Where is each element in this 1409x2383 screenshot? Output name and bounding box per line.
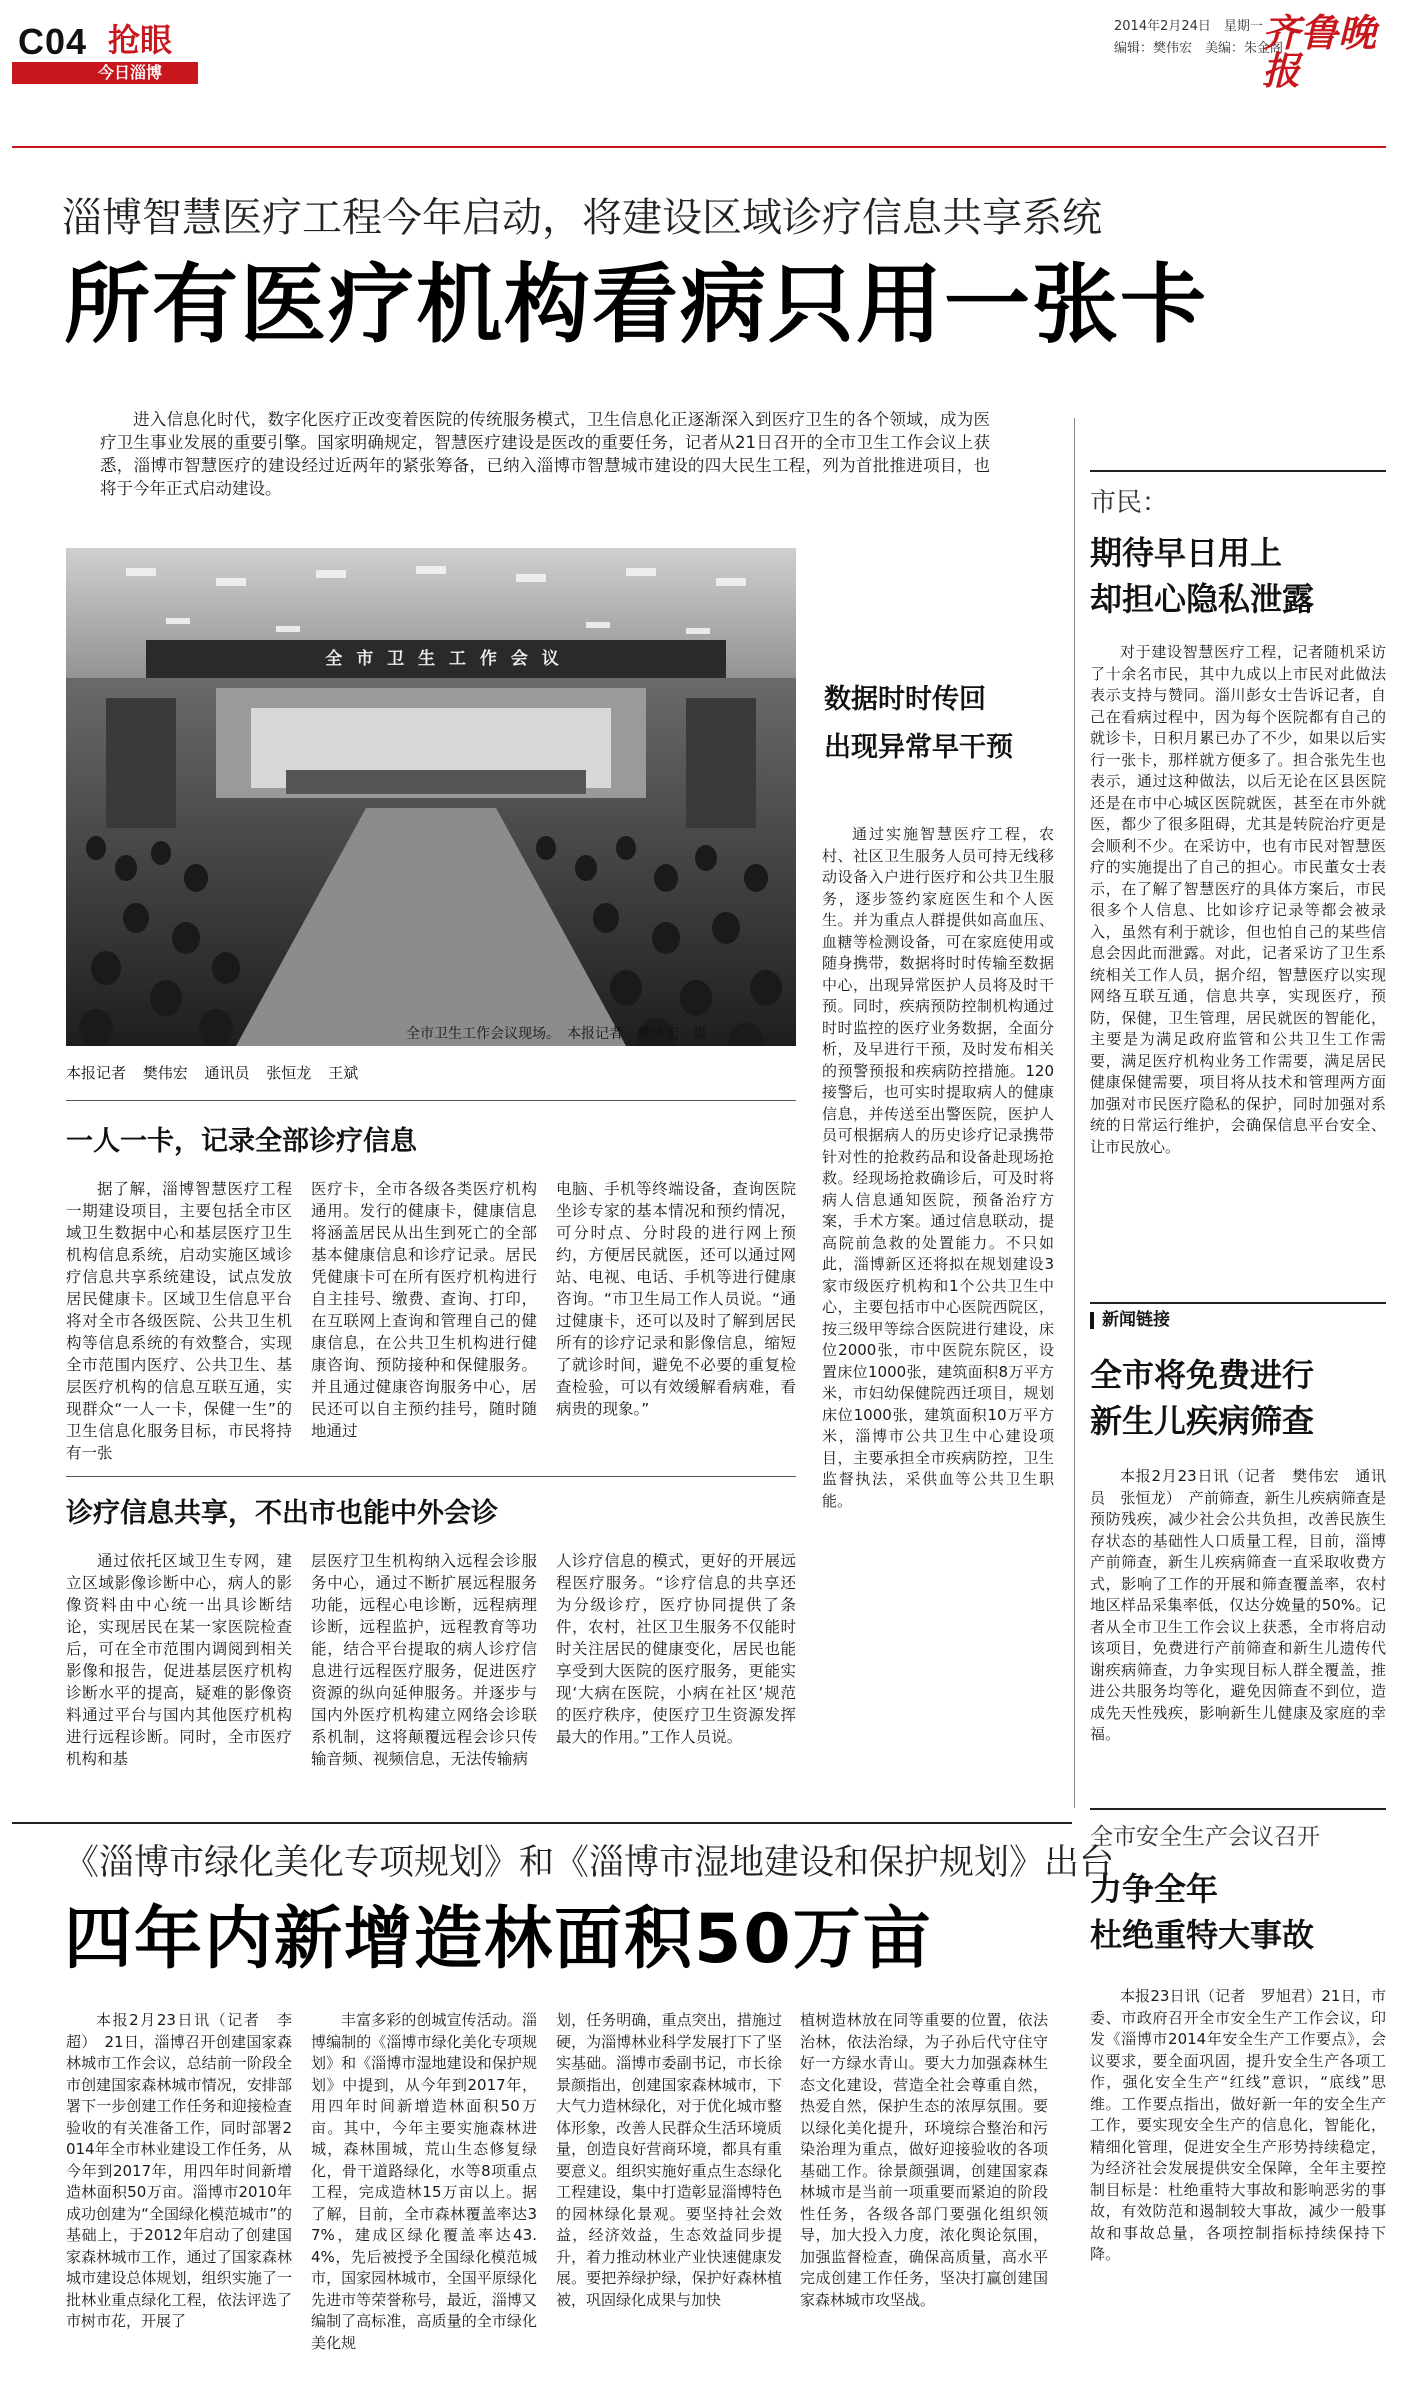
- section-subcategory: 今日淄博: [12, 62, 198, 84]
- section-category: 抢眼: [108, 21, 173, 59]
- sidebar1-title-line1: 期待早日用上: [1090, 534, 1283, 572]
- article2-column3: 划，任务明确，重点突出，措施过硬，为淄博林业科学发展打下了坚实基础。淄博市委副书记，市长徐景颜指出，创建国家森林城市，下大气力造林绿化，对于优化城市整体形象，改善人民群众生活环境质量，创造良好营商环境，都具有重要意义。组织实施好重点生态绿化工程建设，集中打造彰显淄博特色的园林绿化景观。要坚持社会效益，经济效益，生态效益同步提升，着力推动林业产业快速健康发展。要把养绿护绿，保护好森林植被，巩固绿化成果与加快: [556, 2011, 782, 2309]
- conference-photo-image: [66, 548, 796, 1046]
- sidebar1-title-line2: 却担心隐私泄露: [1090, 580, 1315, 618]
- header-rule: [12, 146, 1386, 148]
- sidebar1-rule: [1090, 470, 1386, 472]
- article2-column1: 本报2月23日讯（记者 李超） 21日，淄博召开创建国家森林城市工作会议，总结前一阶段全市创建国家森林城市情况，安排部署下一步创建工作任务和迎接检查验收的有关准备工作，同时部署2014年全市林业建设工作任务，从今年到2017年，用四年时间新增造林面积50万亩。淄博市2010年成功创建为“全国绿化模范城市”的基础上，于2012年启动了创建国家森林城市工作，通过了国家森林城市建设总体规划，组织实施了一批林业重点绿化工程，依法评选了市树市花，开展了: [66, 2011, 292, 2330]
- sidebar2-title-line1: 全市将免费进行: [1090, 1356, 1315, 1394]
- sidebar3-label: 全市安全生产会议召开: [1090, 1824, 1320, 1850]
- article2-subtitle: 《淄博市绿化美化专项规划》和《淄博市湿地建设和保护规划》出台: [64, 1843, 1115, 1883]
- section1-column2: 医疗卡，全市各级各类医疗机构通用。发行的健康卡，健康信息将涵盖居民从出生到死亡的全部基本健康信息和诊疗记录。居民凭健康卡可在所有医疗机构进行自主挂号、缴费、查询、打印，在互联网上查询和管理自己的健康信息，在公共卫生机构进行健康咨询、预防接种和保健服务。并且通过健康咨询服务中心，居民还可以自主预约挂号，随时随地通过: [311, 1180, 537, 1440]
- sidebar2-body: 本报2月23日讯（记者 樊伟宏 通讯员 张恒龙） 产前筛查，新生儿疾病筛查是预防残疾，减少社会公共负担，改善民族生存状态的基础性人口质量工程，目前，淄博产前筛查，新生儿疾病筛查一直采取收费方式，影响了工作的开展和筛查覆盖率，农村地区样品采集率低，仅达分娩量的50%。记者从全市卫生工作会议上获悉，全市将启动该项目，免费进行产前筛查和新生儿遗传代谢疾病筛查，力争实现目标人群全覆盖，推进公共服务均等化，避免因筛查不到位，造成先天性残疾，影响新生儿健康及家庭的幸福。: [1090, 1467, 1386, 1743]
- sidebar3-body: 本报23日讯（记者 罗旭君）21日，市委、市政府召开全市安全生产工作会议，印发《淄博市2014年安全生产工作要点》，会议要求，要全面巩固，提升安全生产各项工作，强化安全生产“红线”意识，“底线”思维。工作要点指出，做好新一年的安全生产工作，要实现安全生产的信息化，智能化，精细化管理，促进安全生产形势持续稳定，为经济社会发展提供安全保障，全年主要控制目标是：杜绝重特大事故和影响恶劣的事故，有效防范和遏制较大事故，减少一般事故和事故总量，各项控制指标持续保持下降。: [1090, 1987, 1386, 2263]
- article1-lead: 进入信息化时代，数字化医疗正改变着医院的传统服务模式，卫生信息化正逐渐深入到医疗卫生的各个领域，成为医疗卫生事业发展的重要引擎。国家明确规定，智慧医疗建设是医改的重要任务，记者从21日召开的全市卫生工作会议上获悉，淄博市智慧医疗的建设经过近两年的紧张筹备，已纳入淄博市智慧城市建设的四大民生工程，列为首批推进项目，也将于今年正式启动建设。: [100, 410, 990, 498]
- subhead-one-card: 一人一卡，记录全部诊疗信息: [66, 1126, 417, 1157]
- subhead-info-sharing: 诊疗信息共享，不出市也能中外会诊: [66, 1498, 498, 1529]
- article1-subtitle: 淄博智慧医疗工程今年启动，将建设区域诊疗信息共享系统: [62, 195, 1102, 241]
- conference-photo: [66, 548, 796, 1046]
- article1-byline: 本报记者 樊伟宏 通讯员 张恒龙 王斌: [66, 1064, 359, 1082]
- photo-caption: 全市卫生工作会议现场。 本报记者 樊伟宏 摄: [406, 1026, 707, 1042]
- article1-title: 所有医疗机构看病只用一张卡: [64, 255, 1208, 355]
- editor-credits: 编辑：樊伟宏 美编：朱金阁: [1114, 41, 1284, 56]
- subhead-data-line2: 出现异常早干预: [824, 732, 1013, 763]
- section2-column1: 通过依托区域卫生专网，建立区域影像诊断中心，病人的影像资料由中心统一出具诊断结论，实现居民在某一家医院检查后，可在全市范围内调阅到相关影像和报告，促进基层医疗机构诊断水平的提高，疑难的影像资料通过平台与国内其他医疗机构进行远程诊断。同时，全市医疗机构和基: [66, 1552, 292, 1768]
- section2-column2: 层医疗卫生机构纳入远程会诊服务中心，通过不断扩展远程服务功能，远程心电诊断，远程病理诊断，远程监护，远程教育等功能，结合平台提取的病人诊疗信息进行远程医疗服务，促进医疗资源的纵向延伸服务。并逐步与国内外医疗机构建立网络会诊联系机制，这将颠覆远程会诊只传输音频、视频信息，无法传输病: [311, 1552, 537, 1768]
- sidebar-divider: [1074, 418, 1075, 1808]
- section-rule: [66, 1476, 796, 1477]
- section-rule: [66, 1100, 796, 1101]
- page-code: C04: [18, 21, 88, 62]
- photo-banner: 全 市 卫 生 工 作 会 议: [325, 649, 563, 669]
- sidebar3-title-line1: 力争全年: [1090, 1870, 1219, 1908]
- article2-column4: 植树造林放在同等重要的位置，依法治林，依法治绿，为子孙后代守住守好一方绿水青山。要大力加强森林生态文化建设，营造全社会尊重自然，热爱自然，保护生态的浓厚氛围。要以绿化美化提升，环境综合整治和污染治理为重点，做好迎接验收的各项基础工作。徐景颜强调，创建国家森林城市是当前一项重要而紧迫的阶段性任务，各级各部门要强化组织领导，加大投入力度，浓化舆论氛围，加强监督检查，确保高质量，高水平完成创建工作任务，坚决打赢创建国家森林城市攻坚战。: [800, 2011, 1048, 2309]
- issue-date: 2014年2月24日 星期一: [1114, 19, 1263, 34]
- news-link-tag: 新闻链接: [1090, 1312, 1170, 1329]
- article2-title: 四年内新增造林面积50万亩: [64, 1900, 933, 1979]
- article2-rule: [12, 1822, 1072, 1824]
- section1-column1: 据了解，淄博智慧医疗工程一期建设项目，主要包括全市区域卫生数据中心和基层医疗卫生机构信息系统，启动实施区域诊疗信息共享系统建设，试点发放居民健康卡。区域卫生信息平台将对全市各级医院、公共卫生机构等信息系统的有效整合，实现全市范围内医疗、公共卫生、基层医疗机构的信息互联互通，实现群众“一人一卡，保健一生”的卫生信息化服务目标，市民将持有一张: [66, 1180, 292, 1462]
- sidebar1-label: 市民：: [1090, 488, 1169, 518]
- sidebar3-title-line2: 杜绝重特大事故: [1090, 1916, 1315, 1954]
- section2-column3: 人诊疗信息的模式，更好的开展远程医疗服务。“诊疗信息的共享还为分级诊疗，医疗协同提供了条件，农村，社区卫生服务不仅能时时关注居民的健康变化，居民也能享受到大医院的医疗服务，更能实现‘大病在医院，小病在社区’规范的医疗秩序，使医疗卫生资源发挥最大的作用。”工作人员说。: [556, 1552, 796, 1746]
- article2-column2: 丰富多彩的创城宣传活动。淄博编制的《淄博市绿化美化专项规划》和《淄博市湿地建设和保护规划》中提到，从今年到2017年，用四年时间新增造林面积50万亩。其中，今年主要实施森林进城，森林围城，荒山生态修复绿化，骨干道路绿化，水等8项重点工程，完成造林15万亩以上。据了解，目前，全市森林覆盖率达37%，建成区绿化覆盖率达43.4%，先后被授予全国绿化模范城市，国家园林城市，全国平原绿化先进市等荣誉称号，最近，淄博又编制了高标准，高质量的全市绿化美化规: [311, 2011, 537, 2352]
- sidebar2-rule: [1090, 1302, 1386, 1304]
- section1-column3: 电脑、手机等终端设备，查询医院坐诊专家的基本情况和预约情况，可分时点、分时段的进行网上预约，方便居民就医，还可以通过网站、电视、电话、手机等进行健康咨询。“市卫生局工作人员说。“通过健康卡，还可以及时了解到居民所有的诊疗记录和影像信息，缩短了就诊时间，避免不必要的重复检查检验，可以有效缓解看病难，看病贵的现象。”: [556, 1180, 796, 1418]
- subhead-data-line1: 数据时时传回: [824, 684, 986, 715]
- section3-text: 通过实施智慧医疗工程，农村、社区卫生服务人员可持无线移动设备入户进行医疗和公共卫生服务，逐步签约家庭医生和个人医生。并为重点人群提供如高血压、血糖等检测设备，可在家庭使用或随身携带，数据将时时传输至数据中心，出现异常医护人员将及时干预。同时，疾病预防控制机构通过时时监控的医疗业务数据，全面分析，及早进行干预，及时发布相关的预警预报和疾病防控措施。120接警后，也可实时提取病人的健康信息，并传送至出警医院，医护人员可根据病人的历史诊疗记录携带针对性的抢救药品和设备赴现场抢救。经现场抢救确诊后，可及时将病人信息通知医院，预备治疗方案，手术方案。通过信息联动，提高院前急救的处置能力。不只如此，淄博新区还将拟在规划建设3家市级医疗机构和1个公共卫生中心，主要包括市中心医院西院区，按三级甲等综合医院进行建设，床位2000张，市中医院东院区，设置床位1000张，建筑面积8万平方米，市妇幼保健院西迁项目，规划床位1000张，建筑面积10万平方米，淄博市公共卫生中心建设项目，主要承担全市疾病防控，卫生监督执法，采供血等公共卫生职能。: [822, 825, 1054, 1510]
- sidebar3-rule: [1090, 1808, 1386, 1810]
- sidebar1-body: 对于建设智慧医疗工程，记者随机采访了十余名市民，其中九成以上市民对此做法表示支持与赞同。淄川彭女士告诉记者，自己在看病过程中，因为每个医院都有自己的就诊卡，日积月累已办了不少，如果以后实行一张卡，那样就方便多了。担合张先生也表示，通过这种做法，以后无论在区县医院还是在市中心城区医院就医，甚至在市外就医，都少了很多阻碍，尤其是转院治疗更是会顺利不少。在采访中，也有市民对智慧医疗的实施提出了自己的担心。市民董女士表示，在了解了智慧医疗的具体方案后，市民很多个人信息、比如诊疗记录等都会被录入，虽然有利于就诊，但也怕自己的某些信息会因此而泄露。对此，记者采访了卫生系统相关工作人员，据介绍，智慧医疗以实现网络互联互通，信息共享，实现医疗，预防，保健，卫生管理，居民就医的智能化，主要是为满足政府监管和公共卫生工作需要，满足医疗机构业务工作需要，满足居民健康保健需要，项目将从技术和管理两方面加强对市民医疗隐私的保护，同时加强对系统的日常运行维护，会确保信息平台安全、让市民放心。: [1090, 643, 1386, 1156]
- newspaper-logo: 齐鲁晚报: [1262, 10, 1377, 93]
- sidebar2-title-line2: 新生儿疾病筛查: [1090, 1402, 1315, 1440]
